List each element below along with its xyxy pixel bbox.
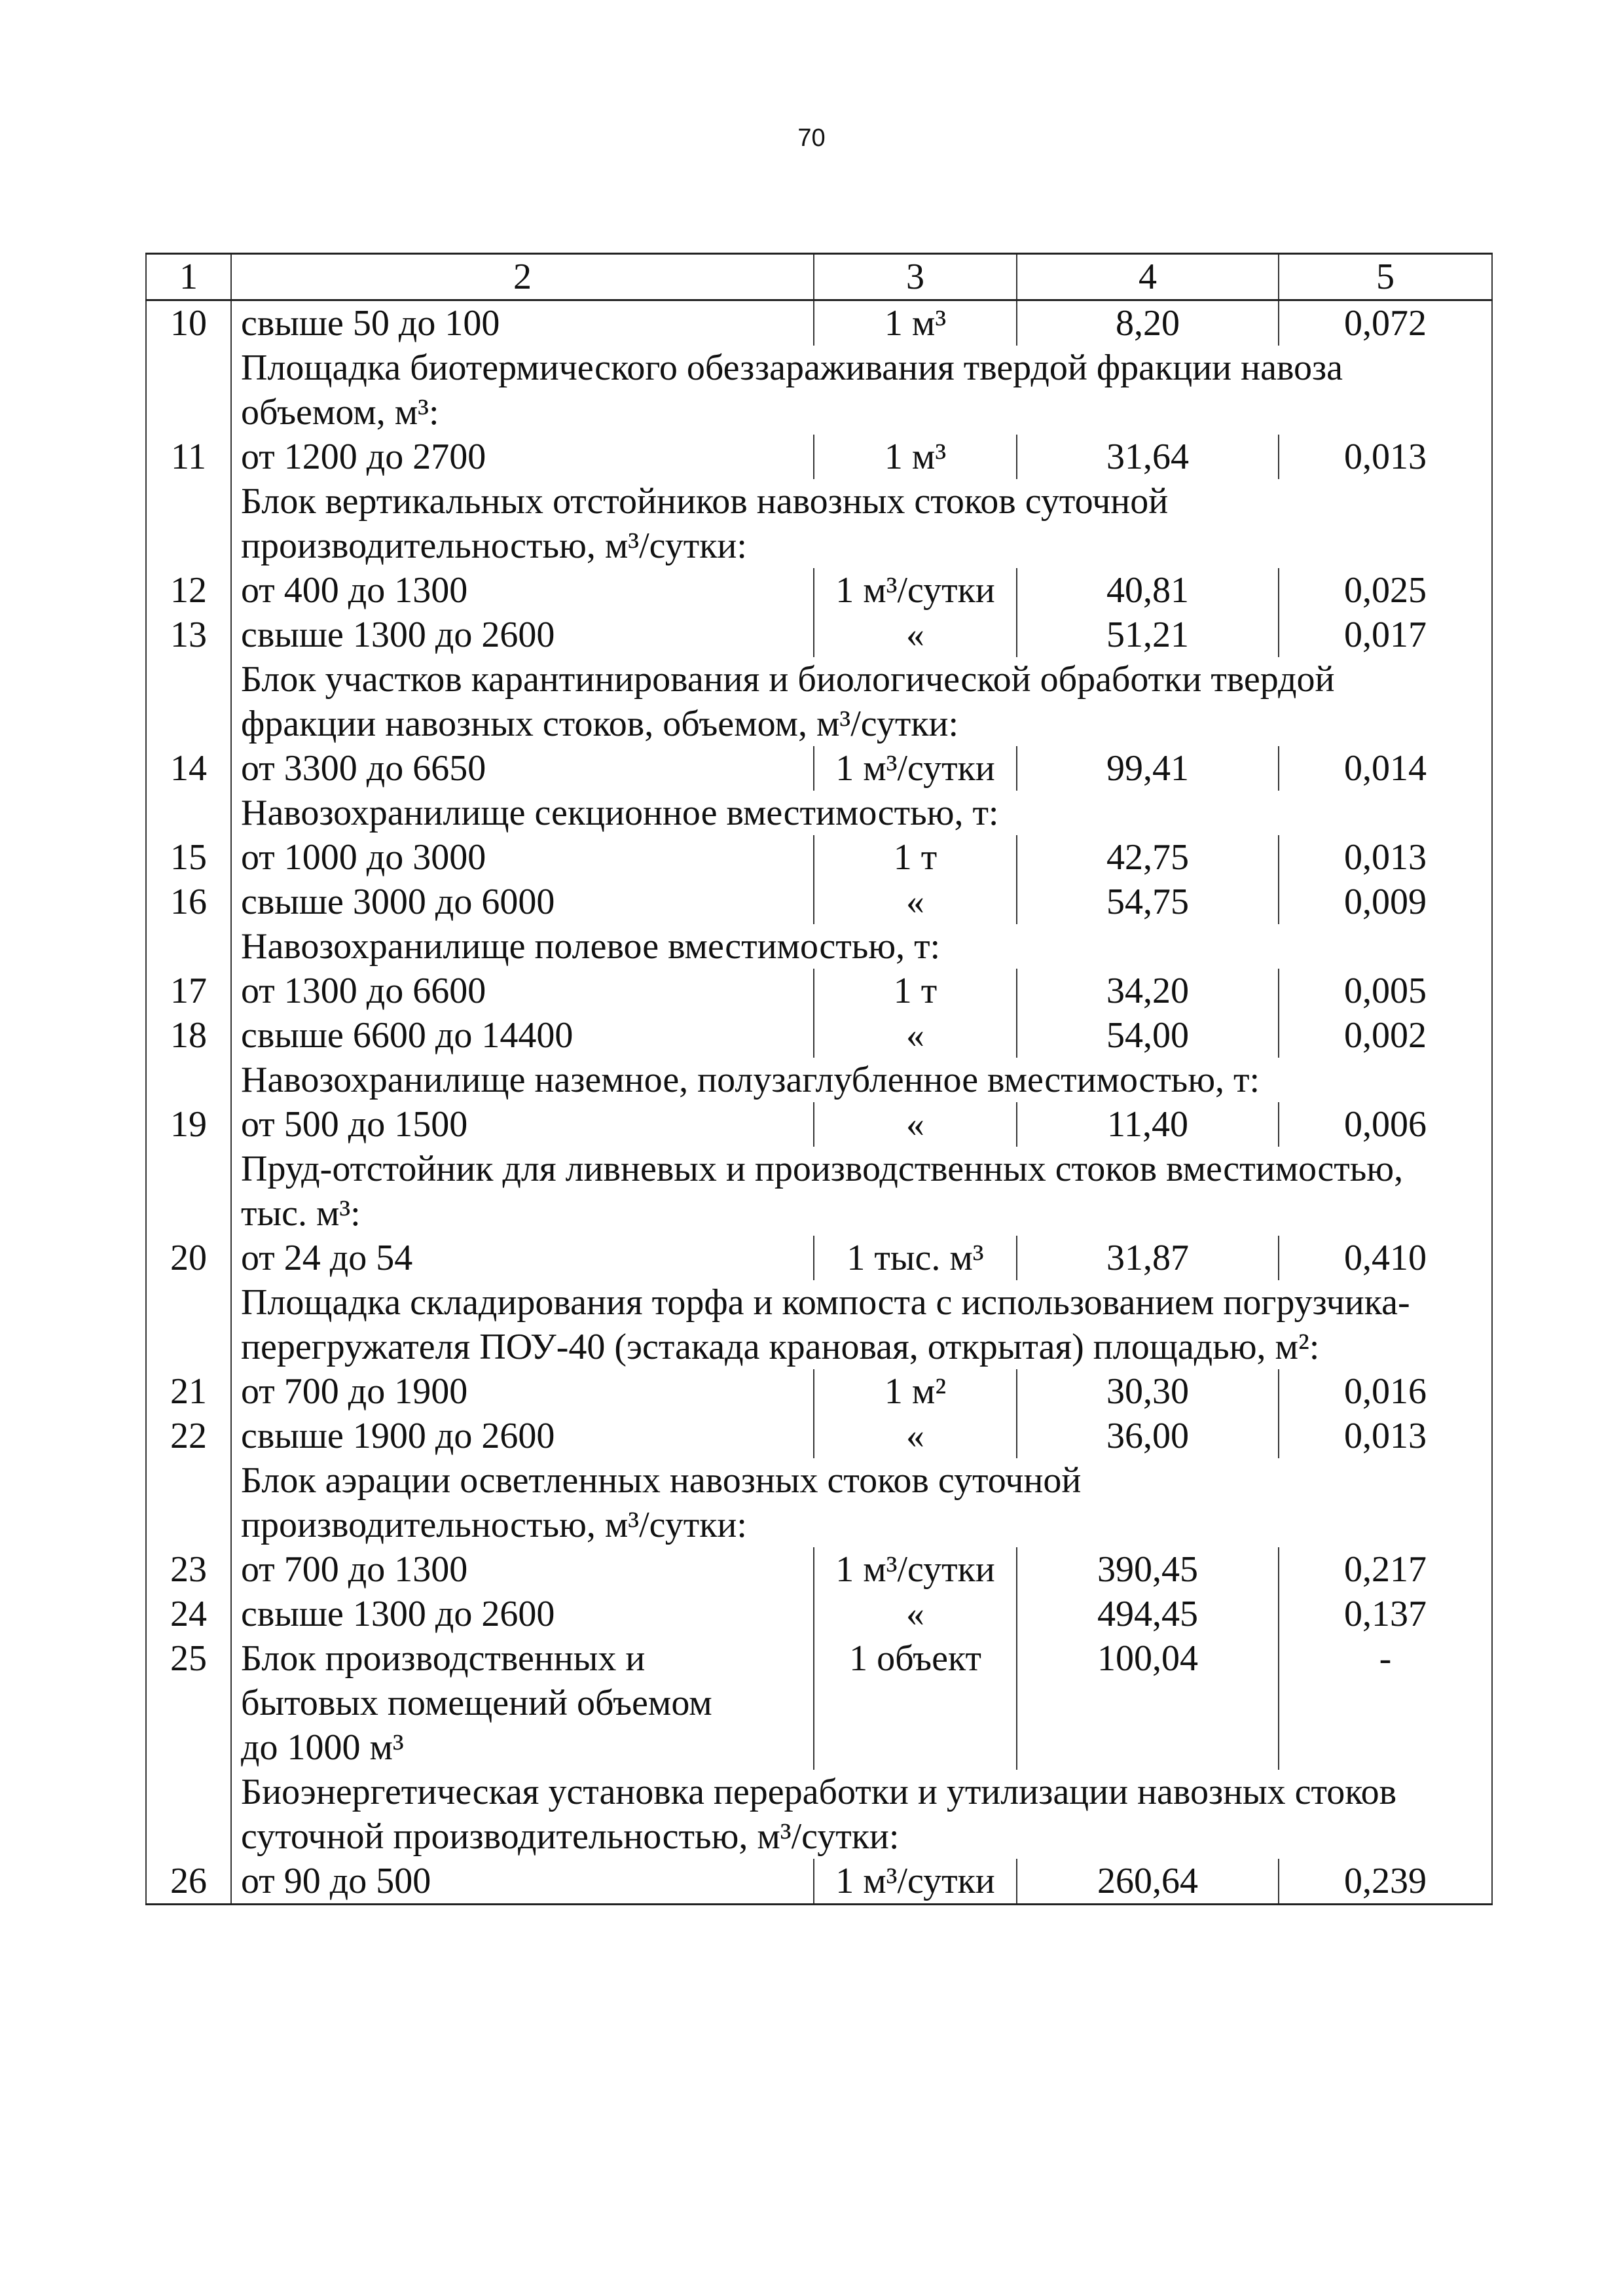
unit-of-measure: 1 т — [814, 969, 1017, 1013]
table-row — [146, 1636, 1492, 1770]
section-heading-cell — [231, 791, 1492, 835]
empty-number-cell — [146, 1280, 231, 1369]
object-name: свыше 1300 до 2600 — [231, 613, 814, 657]
object-name: от 700 до 1300 — [231, 1547, 814, 1592]
cost-value: 54,75 — [1017, 880, 1279, 924]
object-name: свыше 1900 до 2600 — [231, 1414, 814, 1458]
row-number: 15 — [146, 835, 231, 880]
section-heading-text: Блок аэрации осветленных навозных стоков суточной производительностью, м³/сутки: — [241, 1460, 1082, 1545]
column-header-1: 1 — [146, 254, 231, 300]
row-number: 17 — [146, 969, 231, 1013]
coefficient-value: 0,239 — [1279, 1859, 1492, 1905]
cost-value: 260,64 — [1017, 1859, 1279, 1905]
unit-of-measure: 1 м³/сутки — [814, 1859, 1017, 1905]
row-number: 18 — [146, 1013, 231, 1058]
unit-of-measure: « — [814, 880, 1017, 924]
section-heading-row — [146, 1058, 1492, 1102]
row-number: 21 — [146, 1369, 231, 1414]
coefficient-value: 0,137 — [1279, 1592, 1492, 1636]
unit-of-measure: 1 м³/сутки — [814, 746, 1017, 791]
unit-of-measure: « — [814, 1102, 1017, 1147]
section-heading-cell — [231, 1458, 1492, 1547]
cost-value: 42,75 — [1017, 835, 1279, 880]
row-number: 11 — [146, 435, 231, 479]
unit-of-measure: 1 м³ — [814, 435, 1017, 479]
empty-number-cell — [146, 1058, 231, 1102]
row-number: 14 — [146, 746, 231, 791]
table-row — [146, 835, 1492, 880]
section-heading-text: Навозохранилище полевое вместимостью, т: — [241, 926, 941, 967]
section-heading-text: Блок вертикальных отстойников навозных стоков суточной производительностью, м³/сутки: — [241, 481, 1169, 566]
unit-of-measure: 1 объект — [814, 1636, 1017, 1770]
coefficient-value: 0,017 — [1279, 613, 1492, 657]
coefficient-value: 0,072 — [1279, 300, 1492, 346]
cost-value: 54,00 — [1017, 1013, 1279, 1058]
unit-of-measure: « — [814, 1013, 1017, 1058]
cost-value: 36,00 — [1017, 1414, 1279, 1458]
row-number: 16 — [146, 880, 231, 924]
coefficient-value: 0,002 — [1279, 1013, 1492, 1058]
row-number: 20 — [146, 1236, 231, 1280]
section-heading-row — [146, 1147, 1492, 1236]
object-name: от 500 до 1500 — [231, 1102, 814, 1147]
section-heading-text: Пруд-отстойник для ливневых и производственных стоков вместимостью, тыс. м³: — [241, 1149, 1404, 1234]
row-number: 25 — [146, 1636, 231, 1770]
column-header-5: 5 — [1279, 254, 1492, 300]
unit-of-measure: « — [814, 613, 1017, 657]
cost-value: 99,41 — [1017, 746, 1279, 791]
section-heading-text: Навозохранилище наземное, полузаглубленное вместимостью, т: — [241, 1060, 1260, 1100]
empty-number-cell — [146, 924, 231, 969]
row-number: 22 — [146, 1414, 231, 1458]
coefficient-value: - — [1279, 1636, 1492, 1770]
row-number: 26 — [146, 1859, 231, 1905]
empty-number-cell — [146, 1458, 231, 1547]
object-name: свыше 1300 до 2600 — [231, 1592, 814, 1636]
table-row — [146, 880, 1492, 924]
object-name: от 1300 до 6600 — [231, 969, 814, 1013]
row-number: 13 — [146, 613, 231, 657]
unit-of-measure: « — [814, 1592, 1017, 1636]
table-row — [146, 1414, 1492, 1458]
unit-of-measure: « — [814, 1414, 1017, 1458]
row-number: 23 — [146, 1547, 231, 1592]
cost-value: 51,21 — [1017, 613, 1279, 657]
table-row — [146, 1013, 1492, 1058]
section-heading-cell — [231, 924, 1492, 969]
cost-value: 31,87 — [1017, 1236, 1279, 1280]
section-heading-cell — [231, 479, 1492, 568]
table-row — [146, 1102, 1492, 1147]
coefficient-value: 0,217 — [1279, 1547, 1492, 1592]
coefficient-value: 0,016 — [1279, 1369, 1492, 1414]
empty-number-cell — [146, 1770, 231, 1859]
object-name: свыше 3000 до 6000 — [231, 880, 814, 924]
section-heading-cell — [231, 1058, 1492, 1102]
cost-value: 30,30 — [1017, 1369, 1279, 1414]
cost-value: 8,20 — [1017, 300, 1279, 346]
object-name: от 400 до 1300 — [231, 568, 814, 613]
empty-number-cell — [146, 791, 231, 835]
unit-of-measure: 1 м³/сутки — [814, 568, 1017, 613]
row-number: 24 — [146, 1592, 231, 1636]
column-header-row — [146, 254, 1492, 300]
unit-of-measure: 1 т — [814, 835, 1017, 880]
coefficient-value: 0,006 — [1279, 1102, 1492, 1147]
cost-value: 34,20 — [1017, 969, 1279, 1013]
unit-of-measure: 1 тыс. м³ — [814, 1236, 1017, 1280]
section-heading-row — [146, 1770, 1492, 1859]
section-heading-cell — [231, 1770, 1492, 1859]
table-row — [146, 969, 1492, 1013]
empty-number-cell — [146, 1147, 231, 1236]
section-heading-row — [146, 479, 1492, 568]
empty-number-cell — [146, 346, 231, 435]
table-row — [146, 613, 1492, 657]
object-name: от 24 до 54 — [231, 1236, 814, 1280]
section-heading-text: Блок участков карантинирования и биологической обработки твердой фракции навозных стоков, объемом, м³/сутки: — [241, 659, 1335, 744]
row-number: 19 — [146, 1102, 231, 1147]
object-name: от 90 до 500 — [231, 1859, 814, 1905]
object-name: от 3300 до 6650 — [231, 746, 814, 791]
section-heading-text: Навозохранилище секционное вместимостью, т: — [241, 793, 999, 833]
section-heading-cell — [231, 657, 1492, 746]
cost-value: 31,64 — [1017, 435, 1279, 479]
empty-number-cell — [146, 657, 231, 746]
rates-table — [145, 253, 1493, 1905]
section-heading-cell — [231, 1147, 1492, 1236]
coefficient-value: 0,013 — [1279, 1414, 1492, 1458]
table-body — [146, 300, 1492, 1905]
unit-of-measure: 1 м³/сутки — [814, 1547, 1017, 1592]
table-row — [146, 1236, 1492, 1280]
coefficient-value: 0,014 — [1279, 746, 1492, 791]
cost-value: 494,45 — [1017, 1592, 1279, 1636]
table-row — [146, 1369, 1492, 1414]
column-header-2: 2 — [231, 254, 814, 300]
coefficient-value: 0,013 — [1279, 835, 1492, 880]
table-row — [146, 1859, 1492, 1905]
empty-number-cell — [146, 479, 231, 568]
section-heading-text: Площадка биотермического обеззараживания твердой фракции навоза объемом, м³: — [241, 348, 1343, 433]
cost-value: 40,81 — [1017, 568, 1279, 613]
section-heading-cell — [231, 346, 1492, 435]
page-number: 70 — [797, 124, 826, 152]
unit-of-measure: 1 м³ — [814, 300, 1017, 346]
column-header-4: 4 — [1017, 254, 1279, 300]
row-number: 12 — [146, 568, 231, 613]
section-heading-row — [146, 791, 1492, 835]
table-row — [146, 746, 1492, 791]
cost-value: 390,45 — [1017, 1547, 1279, 1592]
row-number: 10 — [146, 300, 231, 346]
table-row — [146, 435, 1492, 479]
object-name: свыше 50 до 100 — [231, 300, 814, 346]
section-heading-text: Площадка складирования торфа и компоста с использованием погрузчика- перегружателя ПОУ-40 (эстакада крановая, открытая) площадью, м²: — [241, 1282, 1410, 1367]
column-header-3: 3 — [814, 254, 1017, 300]
section-heading-row — [146, 924, 1492, 969]
coefficient-value: 0,025 — [1279, 568, 1492, 613]
coefficient-value: 0,013 — [1279, 435, 1492, 479]
table-row — [146, 1592, 1492, 1636]
table-row — [146, 1547, 1492, 1592]
section-heading-row — [146, 346, 1492, 435]
object-name: от 1000 до 3000 — [231, 835, 814, 880]
section-heading-row — [146, 1280, 1492, 1369]
section-heading-text: Биоэнергетическая установка переработки и утилизации навозных стоков суточной производительностью, м³/сутки: — [241, 1772, 1397, 1857]
cost-value: 100,04 — [1017, 1636, 1279, 1770]
table-row — [146, 300, 1492, 346]
object-name: свыше 6600 до 14400 — [231, 1013, 814, 1058]
section-heading-cell — [231, 1280, 1492, 1369]
object-name: Блок производственных и бытовых помещений объемом до 1000 м³ — [231, 1636, 814, 1770]
section-heading-row — [146, 657, 1492, 746]
object-name: от 700 до 1900 — [231, 1369, 814, 1414]
coefficient-value: 0,005 — [1279, 969, 1492, 1013]
section-heading-row — [146, 1458, 1492, 1547]
unit-of-measure: 1 м² — [814, 1369, 1017, 1414]
cost-value: 11,40 — [1017, 1102, 1279, 1147]
coefficient-value: 0,009 — [1279, 880, 1492, 924]
coefficient-value: 0,410 — [1279, 1236, 1492, 1280]
object-name: от 1200 до 2700 — [231, 435, 814, 479]
table-row — [146, 568, 1492, 613]
